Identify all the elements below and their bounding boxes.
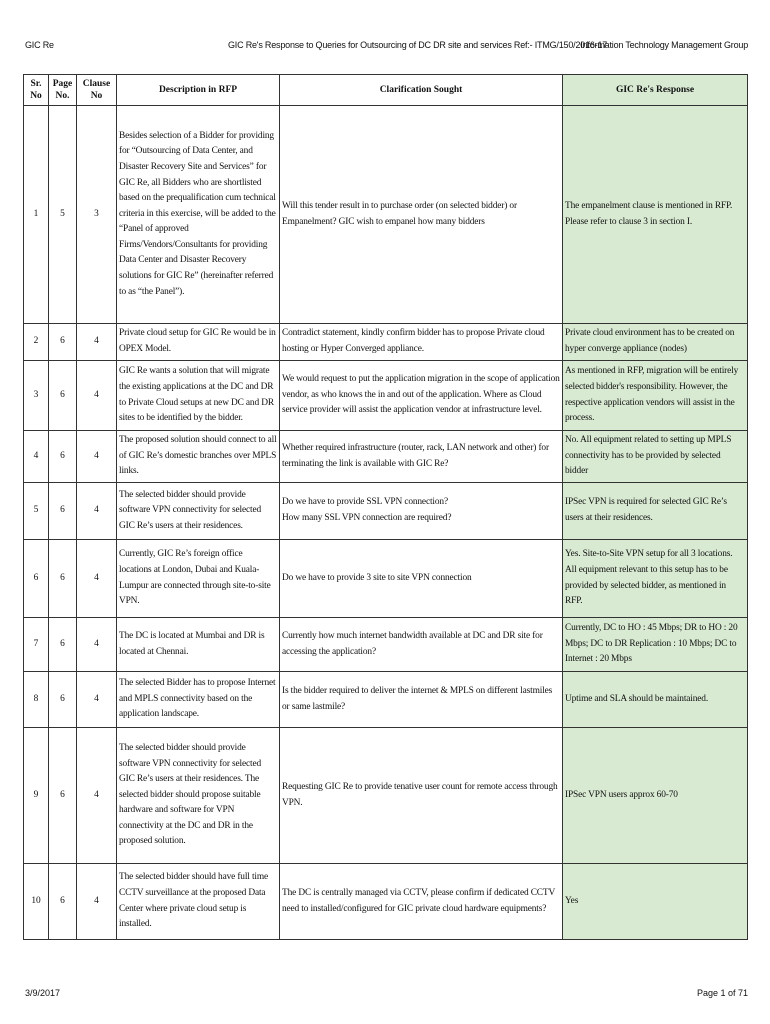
- cell-description: The proposed solution should connect to all of GIC Re’s domestic branches over MPLS links.: [117, 431, 280, 483]
- cell-clarification: The DC is centrally managed via CCTV, please confirm if dedicated CCTV need to installed/configured for GIC private cloud hardware equipments?: [280, 864, 563, 940]
- queries-table: [23, 74, 748, 940]
- cell-clarification: Is the bidder required to deliver the internet & MPLS on different lastmiles or same lastmile?: [280, 672, 563, 728]
- table-row: [24, 324, 748, 361]
- cell-sr: 10: [24, 864, 49, 940]
- cell-page: 6: [49, 324, 77, 361]
- header-right: Information Technology Management Group: [580, 40, 748, 50]
- table-row: [24, 618, 748, 672]
- cell-clarification: Requesting GIC Re to provide tenative user count for remote access through VPN.: [280, 728, 563, 864]
- col-header-clause-no: Clause No: [77, 75, 117, 106]
- cell-page: 6: [49, 864, 77, 940]
- cell-description: The DC is located at Mumbai and DR is located at Chennai.: [117, 618, 280, 672]
- cell-response: No. All equipment related to setting up MPLS connectivity has to be provided by selected bidder: [563, 431, 748, 483]
- cell-page: 6: [49, 361, 77, 431]
- cell-page: 6: [49, 431, 77, 483]
- cell-description: Private cloud setup for GIC Re would be in OPEX Model.: [117, 324, 280, 361]
- cell-sr: 2: [24, 324, 49, 361]
- table-row: [24, 431, 748, 483]
- cell-description: Besides selection of a Bidder for providing for “Outsourcing of Data Center, and Disaster Recovery Site and Services” for GIC Re, all Bidders who are shortlisted based on the prequalification cum technical criteria in this exercise, will be added to the “Panel of approved Firms/Vendors/Consultants for providing Data Center and Disaster Recovery solutions for GIC Re” (hereinafter referred to as “the Panel”).: [117, 106, 280, 324]
- cell-sr: 4: [24, 431, 49, 483]
- cell-clause: 4: [77, 361, 117, 431]
- cell-clause: 4: [77, 540, 117, 618]
- cell-description: The selected bidder should provide software VPN connectivity for selected GIC Re’s users at their residences. The selected bidder should propose suitable hardware and software for VPN connectivity at the DC and DR in the proposed solution.: [117, 728, 280, 864]
- cell-clause: 4: [77, 324, 117, 361]
- col-header-clarification: Clarification Sought: [280, 75, 563, 106]
- cell-response: The empanelment clause is mentioned in RFP. Please refer to clause 3 in section I.: [563, 106, 748, 324]
- table-header-row: [24, 75, 748, 106]
- cell-description: The selected Bidder has to propose Internet and MPLS connectivity based on the application landscape.: [117, 672, 280, 728]
- header-left: GIC Re: [25, 40, 54, 50]
- cell-sr: 3: [24, 361, 49, 431]
- cell-sr: 7: [24, 618, 49, 672]
- cell-clause: 4: [77, 728, 117, 864]
- cell-clarification: We would request to put the application migration in the scope of application vendor, as who knows the in and out of the application. Where as Cloud service provider will assist the application vendor at infrastructure level.: [280, 361, 563, 431]
- col-header-response: GIC Re's Response: [563, 75, 748, 106]
- cell-response: As mentioned in RFP, migration will be entirely selected bidder's responsibility. However, the respective application vendors will assist in the process.: [563, 361, 748, 431]
- cell-clarification: Will this tender result in to purchase order (on selected bidder) or Empanelment? GIC wish to empanel how many bidders: [280, 106, 563, 324]
- cell-page: 6: [49, 728, 77, 864]
- cell-clarification: Currently how much internet bandwidth available at DC and DR site for accessing the application?: [280, 618, 563, 672]
- cell-sr: 5: [24, 483, 49, 540]
- cell-sr: 6: [24, 540, 49, 618]
- header-title: GIC Re's Response to Queries for Outsourcing of DC DR site and services Ref:- ITMG/150/2016-17: [228, 40, 608, 50]
- cell-sr: 9: [24, 728, 49, 864]
- cell-clause: 4: [77, 672, 117, 728]
- cell-clarification: Whether required infrastructure (router, rack, LAN network and other) for terminating the link is available with GIC Re?: [280, 431, 563, 483]
- cell-response: Yes. Site-to-Site VPN setup for all 3 locations. All equipment relevant to this setup has to be provided by selected bidder, as mentioned in RFP.: [563, 540, 748, 618]
- cell-response: Currently, DC to HO : 45 Mbps; DR to HO : 20 Mbps; DC to DR Replication : 10 Mbps; DC to Internet : 20 Mbps: [563, 618, 748, 672]
- cell-page: 6: [49, 618, 77, 672]
- cell-response: IPSec VPN users approx 60-70: [563, 728, 748, 864]
- table-row: [24, 728, 748, 864]
- cell-clarification: Do we have to provide SSL VPN connection? How many SSL VPN connection are required?: [280, 483, 563, 540]
- cell-response: Yes: [563, 864, 748, 940]
- cell-page: 5: [49, 106, 77, 324]
- table-row: [24, 106, 748, 324]
- cell-page: 6: [49, 672, 77, 728]
- table-row: [24, 361, 748, 431]
- cell-clarification: Do we have to provide 3 site to site VPN connection: [280, 540, 563, 618]
- col-header-sr-no: Sr. No: [24, 75, 49, 106]
- cell-response: Uptime and SLA should be maintained.: [563, 672, 748, 728]
- cell-clause: 4: [77, 431, 117, 483]
- cell-page: 6: [49, 540, 77, 618]
- cell-clarification: Contradict statement, kindly confirm bidder has to propose Private cloud hosting or Hyper Converged appliance.: [280, 324, 563, 361]
- cell-clause: 4: [77, 618, 117, 672]
- table-row: [24, 672, 748, 728]
- cell-clause: 4: [77, 864, 117, 940]
- cell-clause: 4: [77, 483, 117, 540]
- cell-response: IPSec VPN is required for selected GIC Re’s users at their residences.: [563, 483, 748, 540]
- table-row: [24, 864, 748, 940]
- col-header-page-no: Page No.: [49, 75, 77, 106]
- cell-sr: 8: [24, 672, 49, 728]
- cell-description: GIC Re wants a solution that will migrate the existing applications at the DC and DR to Private Cloud setups at new DC and DR sites to be identified by the bidder.: [117, 361, 280, 431]
- table-row: [24, 483, 748, 540]
- cell-description: Currently, GIC Re’s foreign office locations at London, Dubai and Kuala-Lumpur are connected through site-to-site VPN.: [117, 540, 280, 618]
- col-header-description: Description in RFP: [117, 75, 280, 106]
- footer-date: 3/9/2017: [25, 988, 61, 998]
- cell-description: The selected bidder should have full time CCTV surveillance at the proposed Data Center where private cloud setup is installed.: [117, 864, 280, 940]
- cell-clause: 3: [77, 106, 117, 324]
- cell-description: The selected bidder should provide software VPN connectivity for selected GIC Re’s users at their residences.: [117, 483, 280, 540]
- cell-response: Private cloud environment has to be created on hyper converge appliance (nodes): [563, 324, 748, 361]
- table-row: [24, 540, 748, 618]
- cell-page: 6: [49, 483, 77, 540]
- cell-sr: 1: [24, 106, 49, 324]
- footer-page-number: Page 1 of 71: [696, 988, 748, 998]
